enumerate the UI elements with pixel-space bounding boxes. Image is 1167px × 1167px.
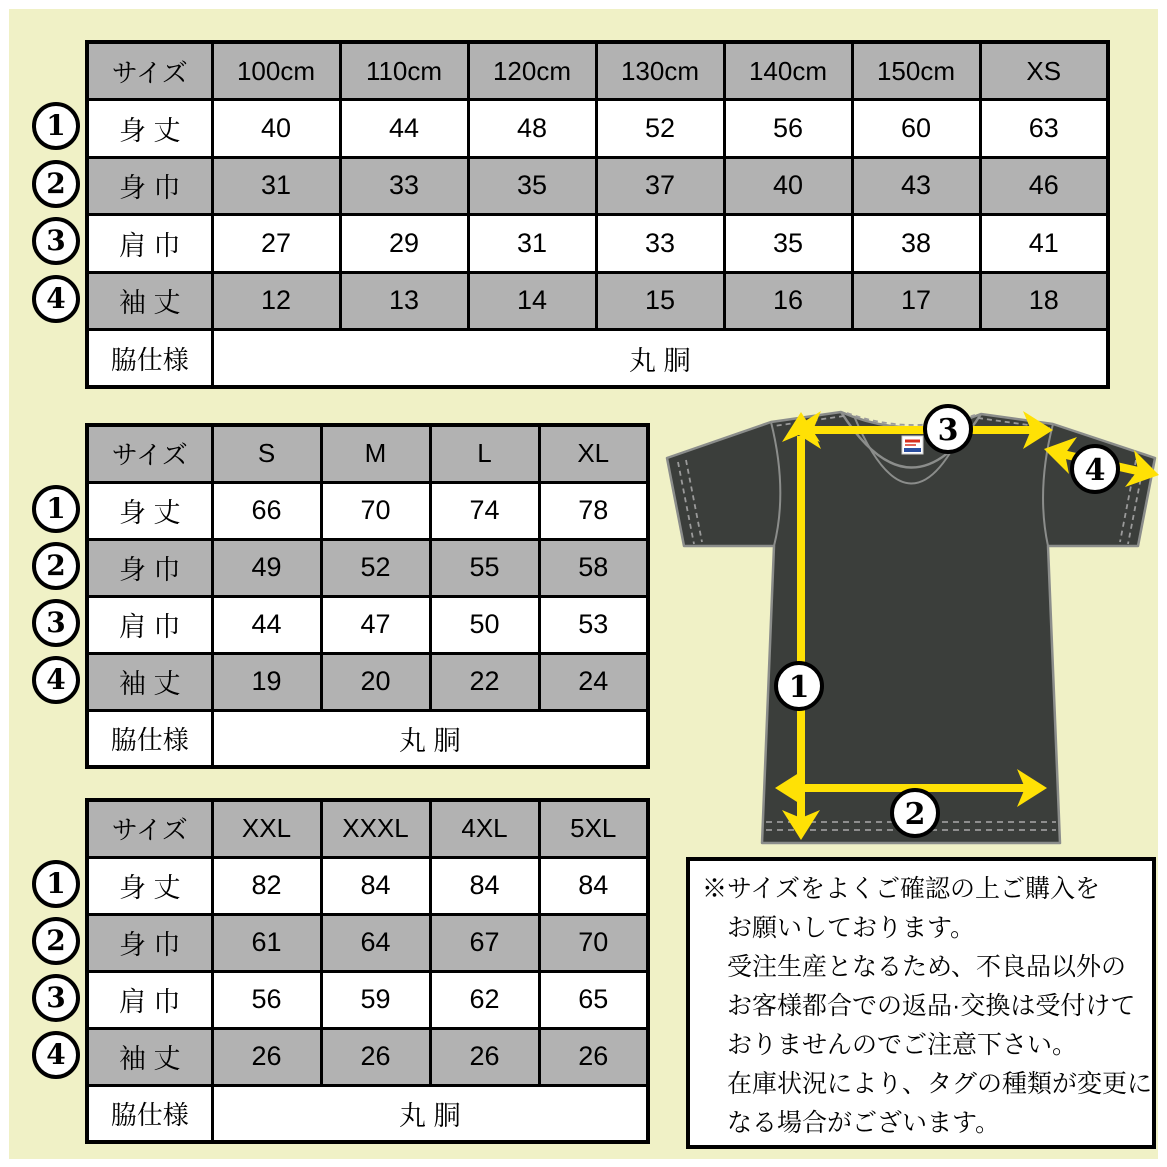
row-marker-2: 2 (32, 542, 80, 590)
size-value: 74 (430, 482, 539, 539)
column-header: XXL (212, 800, 321, 857)
row-label: 身 丈 (87, 482, 212, 539)
size-value: 84 (430, 857, 539, 914)
size-value: 26 (321, 1028, 430, 1085)
size-value: 46 (980, 157, 1108, 215)
size-value: 33 (596, 215, 724, 273)
row-label: 袖 丈 (87, 1028, 212, 1085)
size-value: 43 (852, 157, 980, 215)
column-header: XS (980, 42, 1108, 100)
column-header: 110cm (340, 42, 468, 100)
tshirt-diagram (658, 398, 1165, 855)
size-value: 38 (852, 215, 980, 273)
size-value: 84 (321, 857, 430, 914)
spec-label: 脇仕様 (87, 330, 212, 388)
row-label: 肩 巾 (87, 596, 212, 653)
row-marker-2: 2 (32, 917, 80, 965)
column-header: サイズ (87, 800, 212, 857)
size-value: 70 (539, 914, 648, 971)
size-value: 52 (596, 100, 724, 158)
size-value: 82 (212, 857, 321, 914)
row-label: 身 巾 (87, 539, 212, 596)
size-value: 65 (539, 971, 648, 1028)
size-value: 31 (468, 215, 596, 273)
size-value: 31 (212, 157, 340, 215)
row-marker-2: 2 (32, 160, 80, 208)
size-value: 59 (321, 971, 430, 1028)
size-value: 56 (212, 971, 321, 1028)
size-value: 40 (724, 157, 852, 215)
row-marker-3: 3 (32, 217, 80, 265)
spec-label: 脇仕様 (87, 710, 212, 767)
row-marker-1: 1 (32, 102, 80, 150)
size-value: 60 (852, 100, 980, 158)
size-value: 78 (539, 482, 648, 539)
size-value: 47 (321, 596, 430, 653)
size-value: 22 (430, 653, 539, 710)
column-header: 5XL (539, 800, 648, 857)
row-marker-1: 1 (32, 485, 80, 533)
size-value: 35 (724, 215, 852, 273)
size-value: 48 (468, 100, 596, 158)
size-value: 24 (539, 653, 648, 710)
diagram-marker-4: 4 (1084, 453, 1106, 488)
size-value: 64 (321, 914, 430, 971)
row-label: 袖 丈 (87, 272, 212, 330)
column-header: 130cm (596, 42, 724, 100)
column-header: 150cm (852, 42, 980, 100)
diagram-marker-2: 2 (904, 797, 926, 832)
note-line: 受注生産となるため、不良品以外の (702, 953, 1127, 981)
row-marker-3: 3 (32, 599, 80, 647)
size-value: 12 (212, 272, 340, 330)
column-header: M (321, 425, 430, 482)
size-value: 52 (321, 539, 430, 596)
size-table-big (46, 798, 650, 1144)
size-table-adult-grid (85, 423, 650, 769)
size-value: 53 (539, 596, 648, 653)
column-header: 100cm (212, 42, 340, 100)
size-value: 33 (340, 157, 468, 215)
row-label: 肩 巾 (87, 215, 212, 273)
size-value: 37 (596, 157, 724, 215)
size-value: 58 (539, 539, 648, 596)
row-label: 肩 巾 (87, 971, 212, 1028)
column-header: サイズ (87, 42, 212, 100)
size-value: 26 (539, 1028, 648, 1085)
row-marker-4: 4 (32, 275, 80, 323)
row-label: 袖 丈 (87, 653, 212, 710)
size-table-kids (46, 40, 1110, 389)
size-value: 44 (212, 596, 321, 653)
column-header: 120cm (468, 42, 596, 100)
note-box (686, 857, 1156, 1149)
column-header: 4XL (430, 800, 539, 857)
size-value: 35 (468, 157, 596, 215)
brand-tag (902, 436, 923, 454)
size-value: 29 (340, 215, 468, 273)
size-value: 50 (430, 596, 539, 653)
size-value: 15 (596, 272, 724, 330)
diagram-marker-1: 1 (788, 670, 810, 705)
size-value: 63 (980, 100, 1108, 158)
note-line: ※サイズをよくご確認の上ご購入を (702, 875, 1101, 903)
size-value: 26 (212, 1028, 321, 1085)
size-value: 44 (340, 100, 468, 158)
note-line: おりませんのでご注意下さい。 (702, 1031, 1078, 1059)
size-value: 17 (852, 272, 980, 330)
size-table-kids-grid (85, 40, 1110, 389)
column-header: サイズ (87, 425, 212, 482)
size-value: 14 (468, 272, 596, 330)
size-value: 61 (212, 914, 321, 971)
size-value: 56 (724, 100, 852, 158)
size-value: 41 (980, 215, 1108, 273)
size-value: 19 (212, 653, 321, 710)
size-value: 27 (212, 215, 340, 273)
row-label: 身 巾 (87, 914, 212, 971)
spec-value: 丸 胴 (212, 1085, 648, 1142)
column-header: XL (539, 425, 648, 482)
size-value: 70 (321, 482, 430, 539)
column-header: S (212, 425, 321, 482)
note-line: お客様都合での返品·交換は受付けて (702, 992, 1136, 1020)
spec-value: 丸 胴 (212, 330, 1108, 388)
size-table-big-grid (85, 798, 650, 1144)
row-marker-3: 3 (32, 974, 80, 1022)
size-value: 13 (340, 272, 468, 330)
size-value: 66 (212, 482, 321, 539)
row-marker-1: 1 (32, 860, 80, 908)
spec-value: 丸 胴 (212, 710, 648, 767)
size-value: 67 (430, 914, 539, 971)
column-header: L (430, 425, 539, 482)
size-value: 40 (212, 100, 340, 158)
row-marker-4: 4 (32, 1031, 80, 1079)
size-value: 20 (321, 653, 430, 710)
size-value: 16 (724, 272, 852, 330)
size-value: 18 (980, 272, 1108, 330)
row-marker-4: 4 (32, 656, 80, 704)
size-value: 62 (430, 971, 539, 1028)
size-table-adult (46, 423, 650, 769)
size-value: 26 (430, 1028, 539, 1085)
size-value: 55 (430, 539, 539, 596)
row-label: 身 巾 (87, 157, 212, 215)
row-label: 身 丈 (87, 100, 212, 158)
note-line: なる場合がございます。 (702, 1109, 1001, 1137)
column-header: 140cm (724, 42, 852, 100)
note-line: 在庫状況により、タグの種類が変更に (702, 1070, 1153, 1098)
diagram-marker-3: 3 (937, 413, 959, 448)
spec-label: 脇仕様 (87, 1085, 212, 1142)
column-header: XXXL (321, 800, 430, 857)
note-line: お願いしております。 (702, 914, 976, 942)
size-value: 84 (539, 857, 648, 914)
row-label: 身 丈 (87, 857, 212, 914)
size-value: 49 (212, 539, 321, 596)
